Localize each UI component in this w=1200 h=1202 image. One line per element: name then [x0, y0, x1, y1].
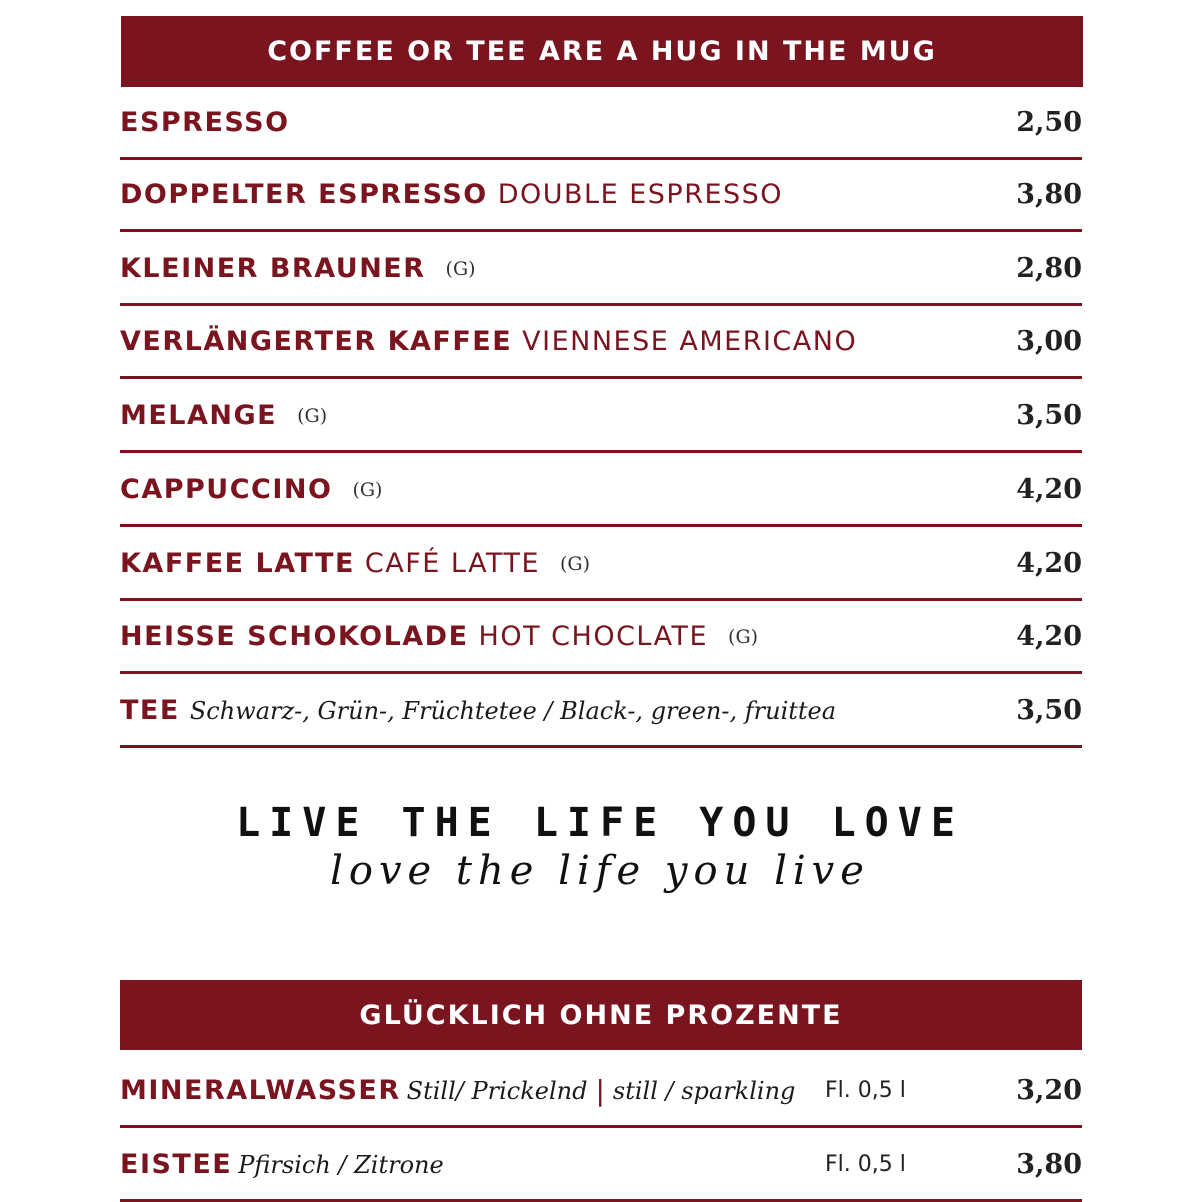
item-price: 4,20: [1016, 548, 1082, 579]
item-price: 3,50: [1016, 400, 1082, 431]
quote-line-1: LIVE THE LIFE YOU LOVE: [236, 800, 964, 846]
menu-item-double-espresso: [120, 160, 1082, 232]
quote-line-2: love the life you live: [330, 848, 870, 894]
item-price: 3,80: [1016, 179, 1082, 210]
menu-item-tee: [120, 676, 1082, 748]
item-name: TEE: [120, 695, 180, 726]
menu-item-mineralwasser: [120, 1056, 1082, 1128]
item-price: 4,20: [1016, 621, 1082, 652]
item-description-de: Pfirsich / Zitrone: [238, 1150, 444, 1179]
item-name: MELANGE: [120, 400, 278, 431]
item-price: 3,50: [1016, 695, 1082, 726]
item-price: 3,20: [1016, 1075, 1082, 1106]
item-price: 2,80: [1016, 253, 1082, 284]
allergen-tag: (G): [352, 478, 383, 501]
menu-item-espresso: [120, 88, 1082, 160]
allergen-tag: (G): [445, 257, 476, 280]
menu-item-eistee: [120, 1130, 1082, 1202]
allergen-tag: (G): [560, 552, 591, 575]
menu-item-kleiner-brauner: [120, 234, 1082, 306]
item-description-en: still / sparkling: [612, 1076, 796, 1105]
item-name: DOPPELTER ESPRESSO: [120, 179, 488, 210]
item-size: Fl. 0,5 l: [825, 1152, 906, 1177]
menu-item-heisse-schokolade: [120, 602, 1082, 674]
item-description-de: Still/ Prickelnd: [406, 1076, 588, 1105]
item-translation: VIENNESE AMERICANO: [522, 326, 858, 357]
item-price: 3,00: [1016, 326, 1082, 357]
section-header-non-alcoholic: [120, 980, 1082, 1050]
item-name: VERLÄNGERTER KAFFEE: [120, 326, 513, 357]
menu-item-cappuccino: [120, 455, 1082, 527]
item-price: 4,20: [1016, 474, 1082, 505]
item-name: HEISSE SCHOKOLADE: [120, 621, 469, 652]
item-name: EISTEE: [120, 1149, 233, 1180]
item-name: MINERALWASSER: [120, 1075, 401, 1106]
item-name: KAFFEE LATTE: [120, 548, 355, 579]
item-name: CAPPUCCINO: [120, 474, 333, 505]
item-price: 2,50: [1016, 107, 1082, 138]
item-name: KLEINER BRAUNER: [120, 253, 426, 284]
menu-item-melange: [120, 381, 1082, 453]
section-header-coffee: [121, 16, 1083, 87]
section-title: GLÜCKLICH OHNE PROZENTE: [359, 999, 843, 1031]
item-size: Fl. 0,5 l: [825, 1078, 906, 1103]
item-translation: CAFÉ LATTE: [364, 548, 541, 579]
menu-item-kaffee-latte: [120, 529, 1082, 601]
menu-item-verlaengerter: [120, 307, 1082, 379]
item-translation: DOUBLE ESPRESSO: [497, 179, 784, 210]
allergen-tag: (G): [728, 625, 759, 648]
item-translation: HOT CHOCLATE: [478, 621, 709, 652]
allergen-tag: (G): [297, 404, 328, 427]
section-title: COFFEE OR TEE ARE A HUG IN THE MUG: [267, 36, 937, 67]
item-name: ESPRESSO: [120, 107, 290, 138]
quote-block: [0, 800, 1200, 894]
item-price: 3,80: [1016, 1149, 1082, 1180]
item-description: Schwarz-, Grün-, Früchtetee / Black-, green-, fruittea: [189, 696, 837, 725]
separator: |: [595, 1074, 605, 1107]
